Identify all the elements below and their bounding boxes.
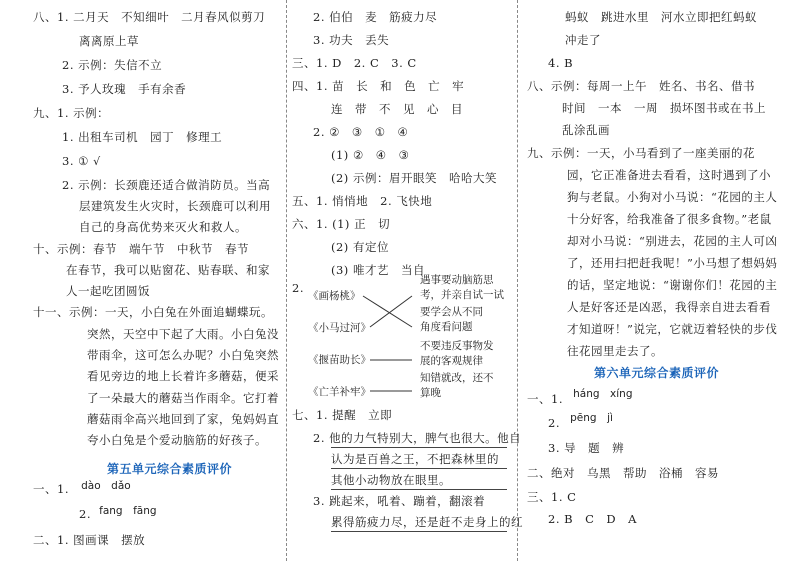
answer-line: 突然，天空中下起了大雨。小白兔没 [87,327,279,341]
answer-line: 了一朵最大的蘑菇当作雨伞。它打着 [87,391,279,405]
answer-line: 带雨伞，这可怎么办呢？小白兔突然 [87,348,279,362]
answer-line: 却对小马说：“别进去，花园的主人可凶 [567,234,778,248]
answer-line [548,412,613,431]
book-title: 《揠苗助长》 [308,354,371,366]
answer-line: 2. 示例：长颈鹿还适合做消防员。当高 [62,178,271,192]
answer-line: 往花园里走去了。 [567,344,663,358]
moral-text: 遇事要动脑筋思 [420,274,494,286]
pinyin-answer: dào dǎo [81,480,131,492]
answer-line: 2. B C D A [548,512,637,526]
answer-line: 的话，坚定地说：“谢谢你们！花园的主 [567,278,778,292]
answer-line: (1) ② ④ ③ [331,148,410,162]
answer-number: 2. [79,507,91,521]
underline [331,531,507,532]
answer-line: 2. 他的力气特别大，脾气也很大。他自 [313,431,522,445]
pinyin-answer: háng xíng [573,388,633,400]
answer-line: 了，还用扫把赶我呢！”小马想了想妈妈 [567,256,778,270]
answer-line: 四、1. 苗 长 和 色 亡 牢 [292,79,465,93]
answer-number: 一、1. [33,482,69,496]
answer-line: 九、1. 示例： [33,106,110,120]
moral-text: 角度看问题 [420,321,473,333]
answer-line: 八、示例：每周一上午 姓名、书名、借书 [527,79,755,93]
answer-line: 乱涂乱画 [562,123,610,137]
book-title: 《画杨桃》 [308,290,361,302]
answer-line: (2) 有定位 [331,240,389,254]
check-mark: √ [93,155,101,168]
answer-line: 二、绝对 乌黑 帮助 浴桶 容易 [527,466,719,480]
pinyin-answer: fang fāng [99,505,157,517]
answer-line: 蚂蚁 跳进水里 河水立即把红蚂蚁 [565,10,757,24]
answer-line: 2. 示例：失信不立 [62,58,163,72]
answer-line: 自己的身高优势来灭火和救人。 [79,220,247,234]
section-title: 第五单元综合素质评价 [107,462,233,476]
answer-line: 连 带 不 见 心 目 [331,102,463,116]
answer-line: 冲走了 [565,33,601,47]
answer-line: 4. B [548,56,574,70]
answer-line: 3. 予人玫瑰 手有余香 [62,82,187,96]
answer-line: (2) 示例：眉开眼笑 哈哈大笑 [331,171,497,185]
answer-line: 3. 导 题 辨 [548,441,625,455]
pinyin-answer: pēng jì [570,412,613,424]
answer-number: 2. [548,416,560,430]
answer-line: 园，它正准备进去看看，这时遇到了小 [567,168,771,182]
match-line [370,296,412,327]
moral-text: 不要违反事物发 [420,340,494,352]
answer-line: 在春节，我可以贴窗花、贴春联、和家 [66,263,270,277]
moral-text: 考，并亲自试一试 [420,289,504,301]
underline [331,468,507,469]
answer-line: 1. 出租车司机 园丁 修理工 [62,130,223,144]
answer-line: 七、1. 提醒 立即 [292,408,393,422]
answer-line: 人是好客还是凶恶，我得亲自进去看看 [567,300,771,314]
section-title: 第六单元综合素质评价 [594,366,720,380]
answer-line: 离离原上草 [79,34,139,48]
answer-line: 蘑菇雨伞高兴地回到了家，兔妈妈直 [87,412,279,426]
book-title: 《小马过河》 [308,322,371,334]
answer-line: 才知道呀！”说完，它就迈着轻快的步伐 [567,322,778,336]
moral-text: 要学会从不同 [420,306,483,318]
answer-line: 其他小动物放在眼里。 [331,473,451,487]
underline [331,489,507,490]
underline [331,447,507,448]
answer-line: 夸小白兔是个爱动脑筋的好孩子。 [87,433,267,447]
answer-line: 十一、示例：一天，小白兔在外面追蝴蝶玩。 [33,305,273,319]
answer-line: 人一起吃团圆饭 [66,284,150,298]
answer-line: (3) 唯才艺 当自 [331,263,425,277]
answer-number: 3. ① [62,154,89,168]
answer-line: 二、1. 图画课 摆放 [33,533,146,547]
answer-number: 一、1. [527,392,563,406]
moral-text: 展的客观规律 [420,355,483,367]
answer-line: 时间 一本 一周 损坏图书或在书上 [562,101,766,115]
book-title: 《亡羊补牢》 [308,386,371,398]
answer-line: 认为是百兽之王，不把森林里的 [331,452,499,466]
answer-line: 五、1. 悄悄地 2. 飞快地 [292,194,433,208]
answer-line: 狗与老鼠。小狗对小马说：“花园的主人 [567,190,778,204]
answer-line: 看见旁边的地上长着许多蘑菇，便采 [87,369,279,383]
moral-text: 知错就改，还不 [420,372,494,384]
answer-line: 2. ② ③ ① ④ [313,125,409,139]
answer-line [527,388,633,407]
answer-line: 十、示例：春节 端午节 中秋节 春节 [33,242,249,256]
answer-line: 八、1. 二月天 不知细叶 二月春风似剪刀 [33,10,266,24]
moral-text: 算晚 [420,387,441,399]
answer-number: 2. [292,281,304,295]
answer-line: 十分好客，给我准备了很多食物。”老鼠 [567,212,772,226]
answer-line: 六、1. (1) 正 切 [292,217,391,231]
answer-line: 2. 伯伯 麦 筋疲力尽 [313,10,438,24]
answer-line: 3. 跳起来，吼着、蹦着，翻滚着 [313,494,486,508]
answer-line: 三、1. D 2. C 3. C [292,56,417,70]
answer-line: 层建筑发生火灾时，长颈鹿可以利用 [79,199,271,213]
answer-line: 累得筋疲力尽，还是赶不走身上的红 [331,515,523,529]
answer-line: 3. 功夫 丢失 [313,33,390,47]
answer-line: 九、示例：一天，小马看到了一座美丽的花 [527,146,755,160]
answer-line: 三、1. C [527,490,577,504]
match-line [363,296,412,327]
